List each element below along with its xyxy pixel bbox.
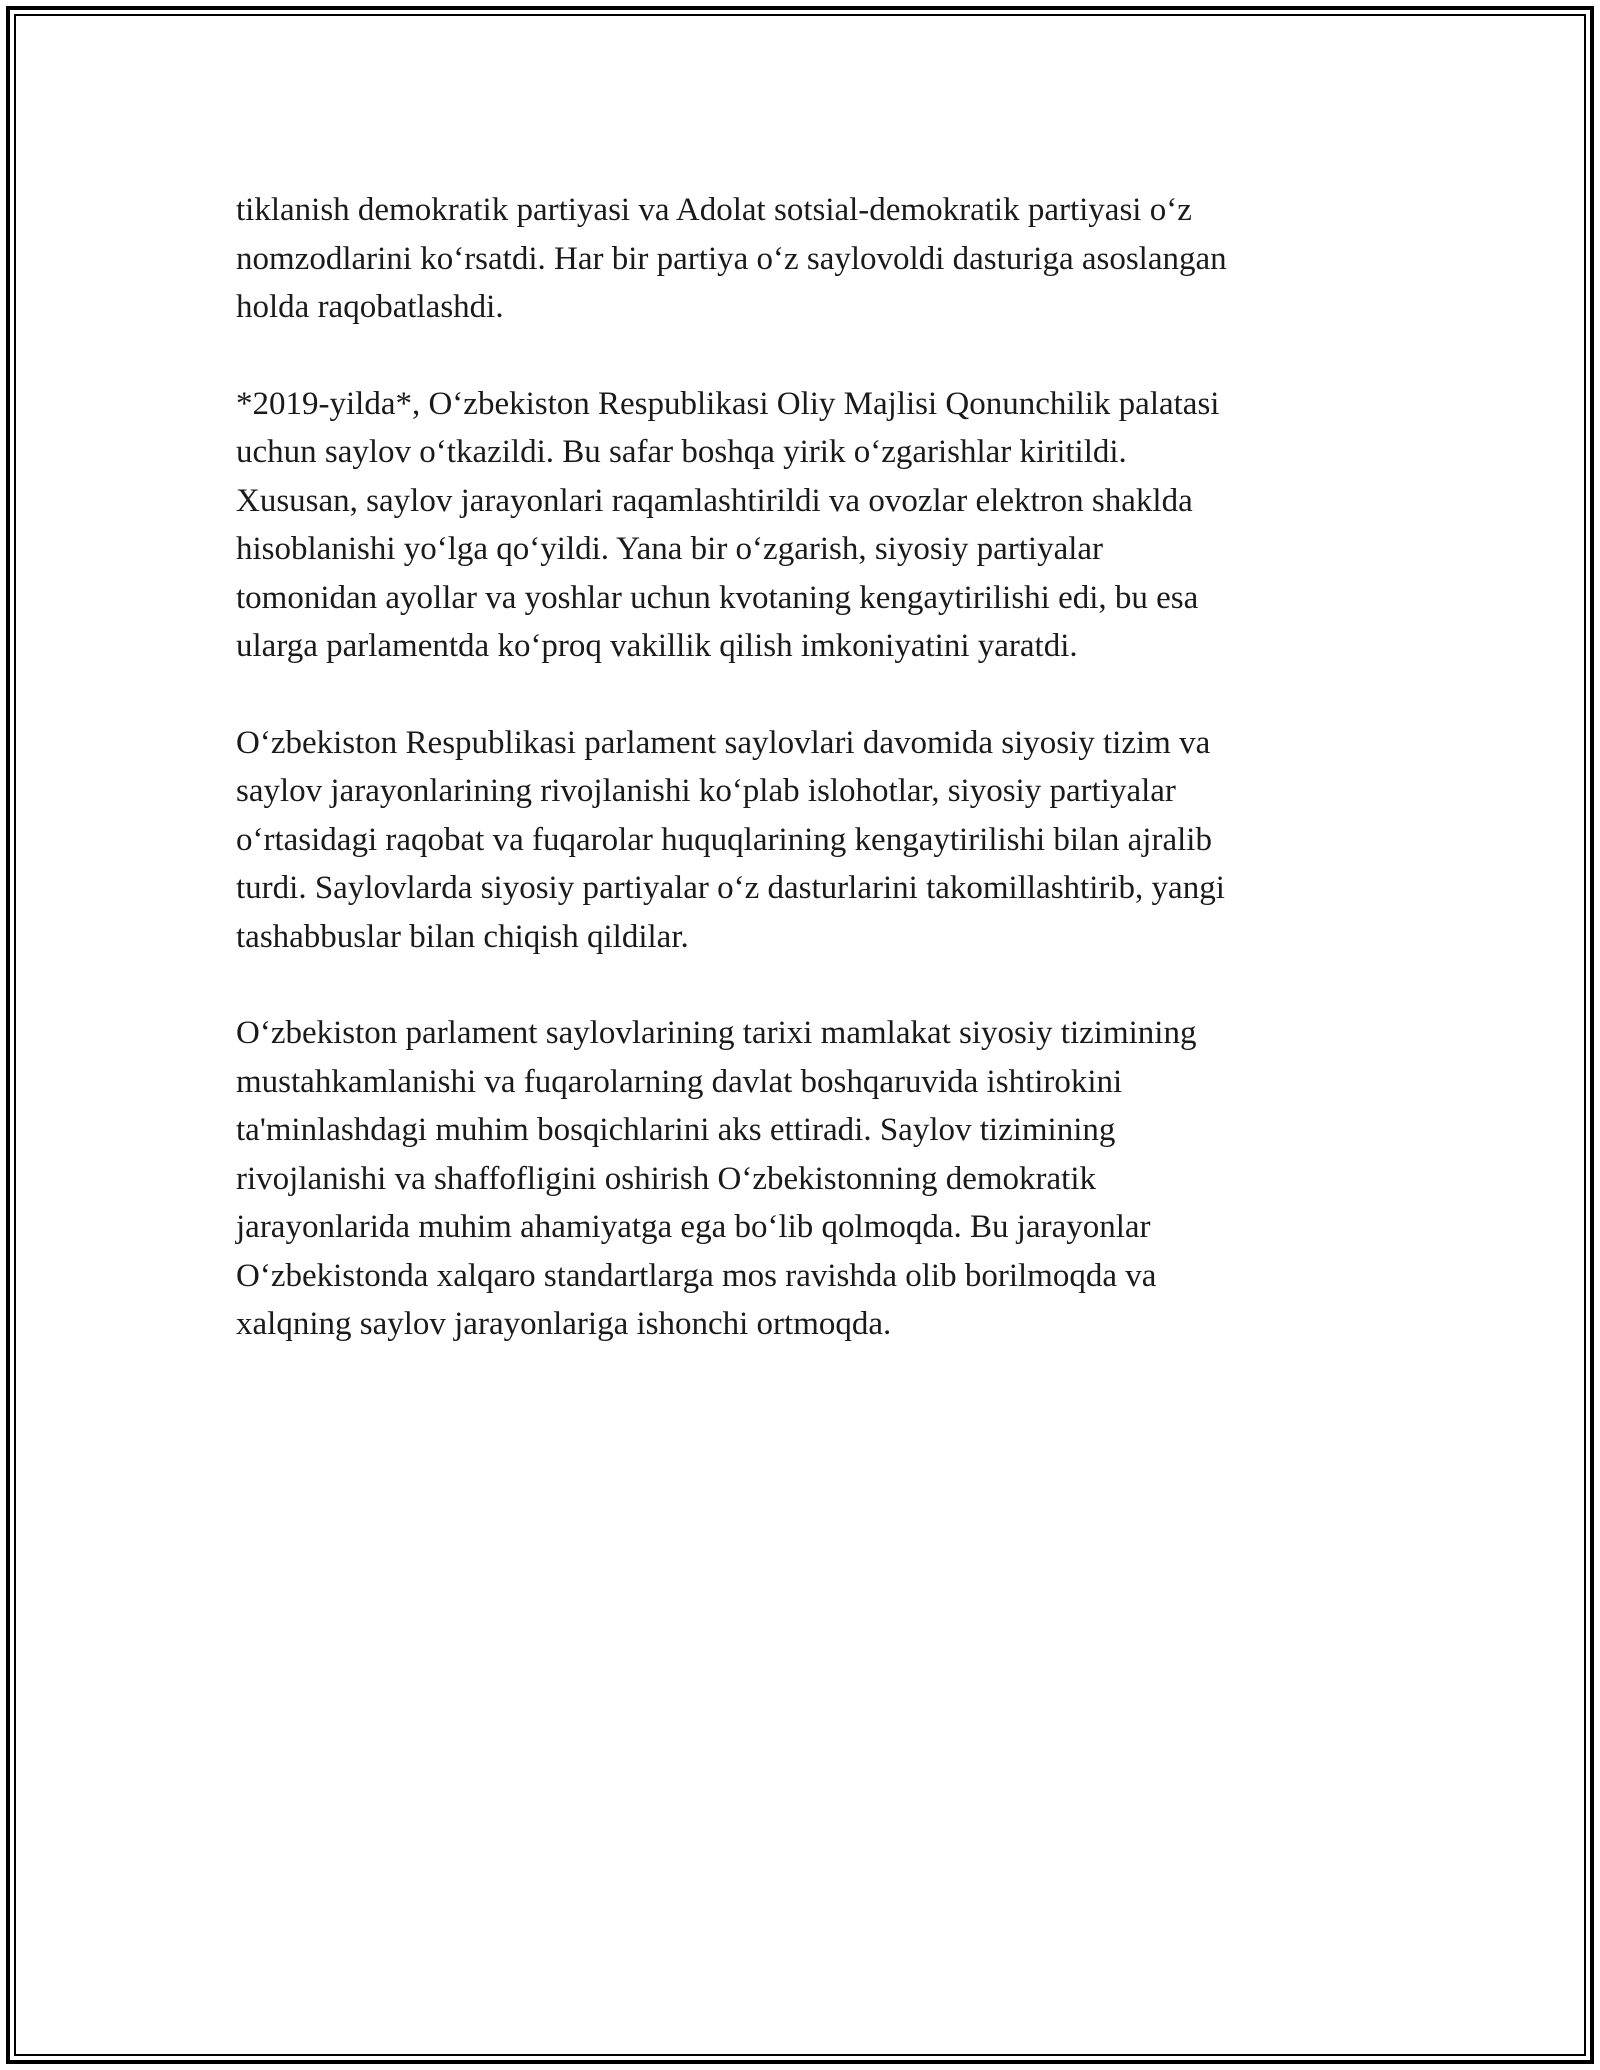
paragraph-election-development: Oʻzbekiston Respublikasi parlament saylovlari davomida siyosiy tizim va saylov jarayonlarining rivojlanishi koʻplab islohotlar, siyosiy partiyalar oʻrtasidagi raqobat va fuqarolar huquqlarining kengaytirilishi bilan ajralib turdi. Saylovlarda siyosiy partiyalar oʻz dasturlarini takomillashtirib, yangi tashabbuslar bilan chiqish qildilar. (236, 724, 1225, 955)
document-body (236, 186, 1356, 1397)
paragraph-2019-election: *2019-yilda*, Oʻzbekiston Respublikasi Oliy Majlisi Qonunchilik palatasi uchun saylov oʻtkazildi. Bu safar boshqa yirik oʻzgarishlar kiritildi. Xususan, saylov jarayonlari raqamlashtirildi va ovozlar elektron shaklda hisoblanishi yoʻlga qoʻyildi. Yana bir oʻzgarish, siyosiy partiyalar tomonidan ayollar va yoshlar uchun kvotaning kengaytirilishi edi, bu esa ularga parlamentda koʻproq vakillik qilish imkoniyatini yaratdi. (236, 385, 1220, 664)
paragraph-parties-nominations: tiklanish demokratik partiyasi va Adolat sotsial-demokratik partiyasi oʻz nomzodlarini koʻrsatdi. Har bir partiya oʻz saylovoldi dasturiga asoslangan holda raqobatlashdi. (236, 192, 1227, 325)
paragraph-history-summary: Oʻzbekiston parlament saylovlarining tarixi mamlakat siyosiy tizimining mustahkamlanishi va fuqarolarning davlat boshqaruvida ishtirokini ta'minlashdagi muhim bosqichlarini aks ettiradi. Saylov tizimining rivojlanishi va shaffofligini oshirish Oʻzbekistonning demokratik jarayonlarida muhim ahamiyatga ega boʻlib qolmoqda. Bu jarayonlar Oʻzbekistonda xalqaro standartlarga mos ravishda olib borilmoqda va xalqning saylov jarayonlariga ishonchi ortmoqda. (236, 1015, 1197, 1342)
